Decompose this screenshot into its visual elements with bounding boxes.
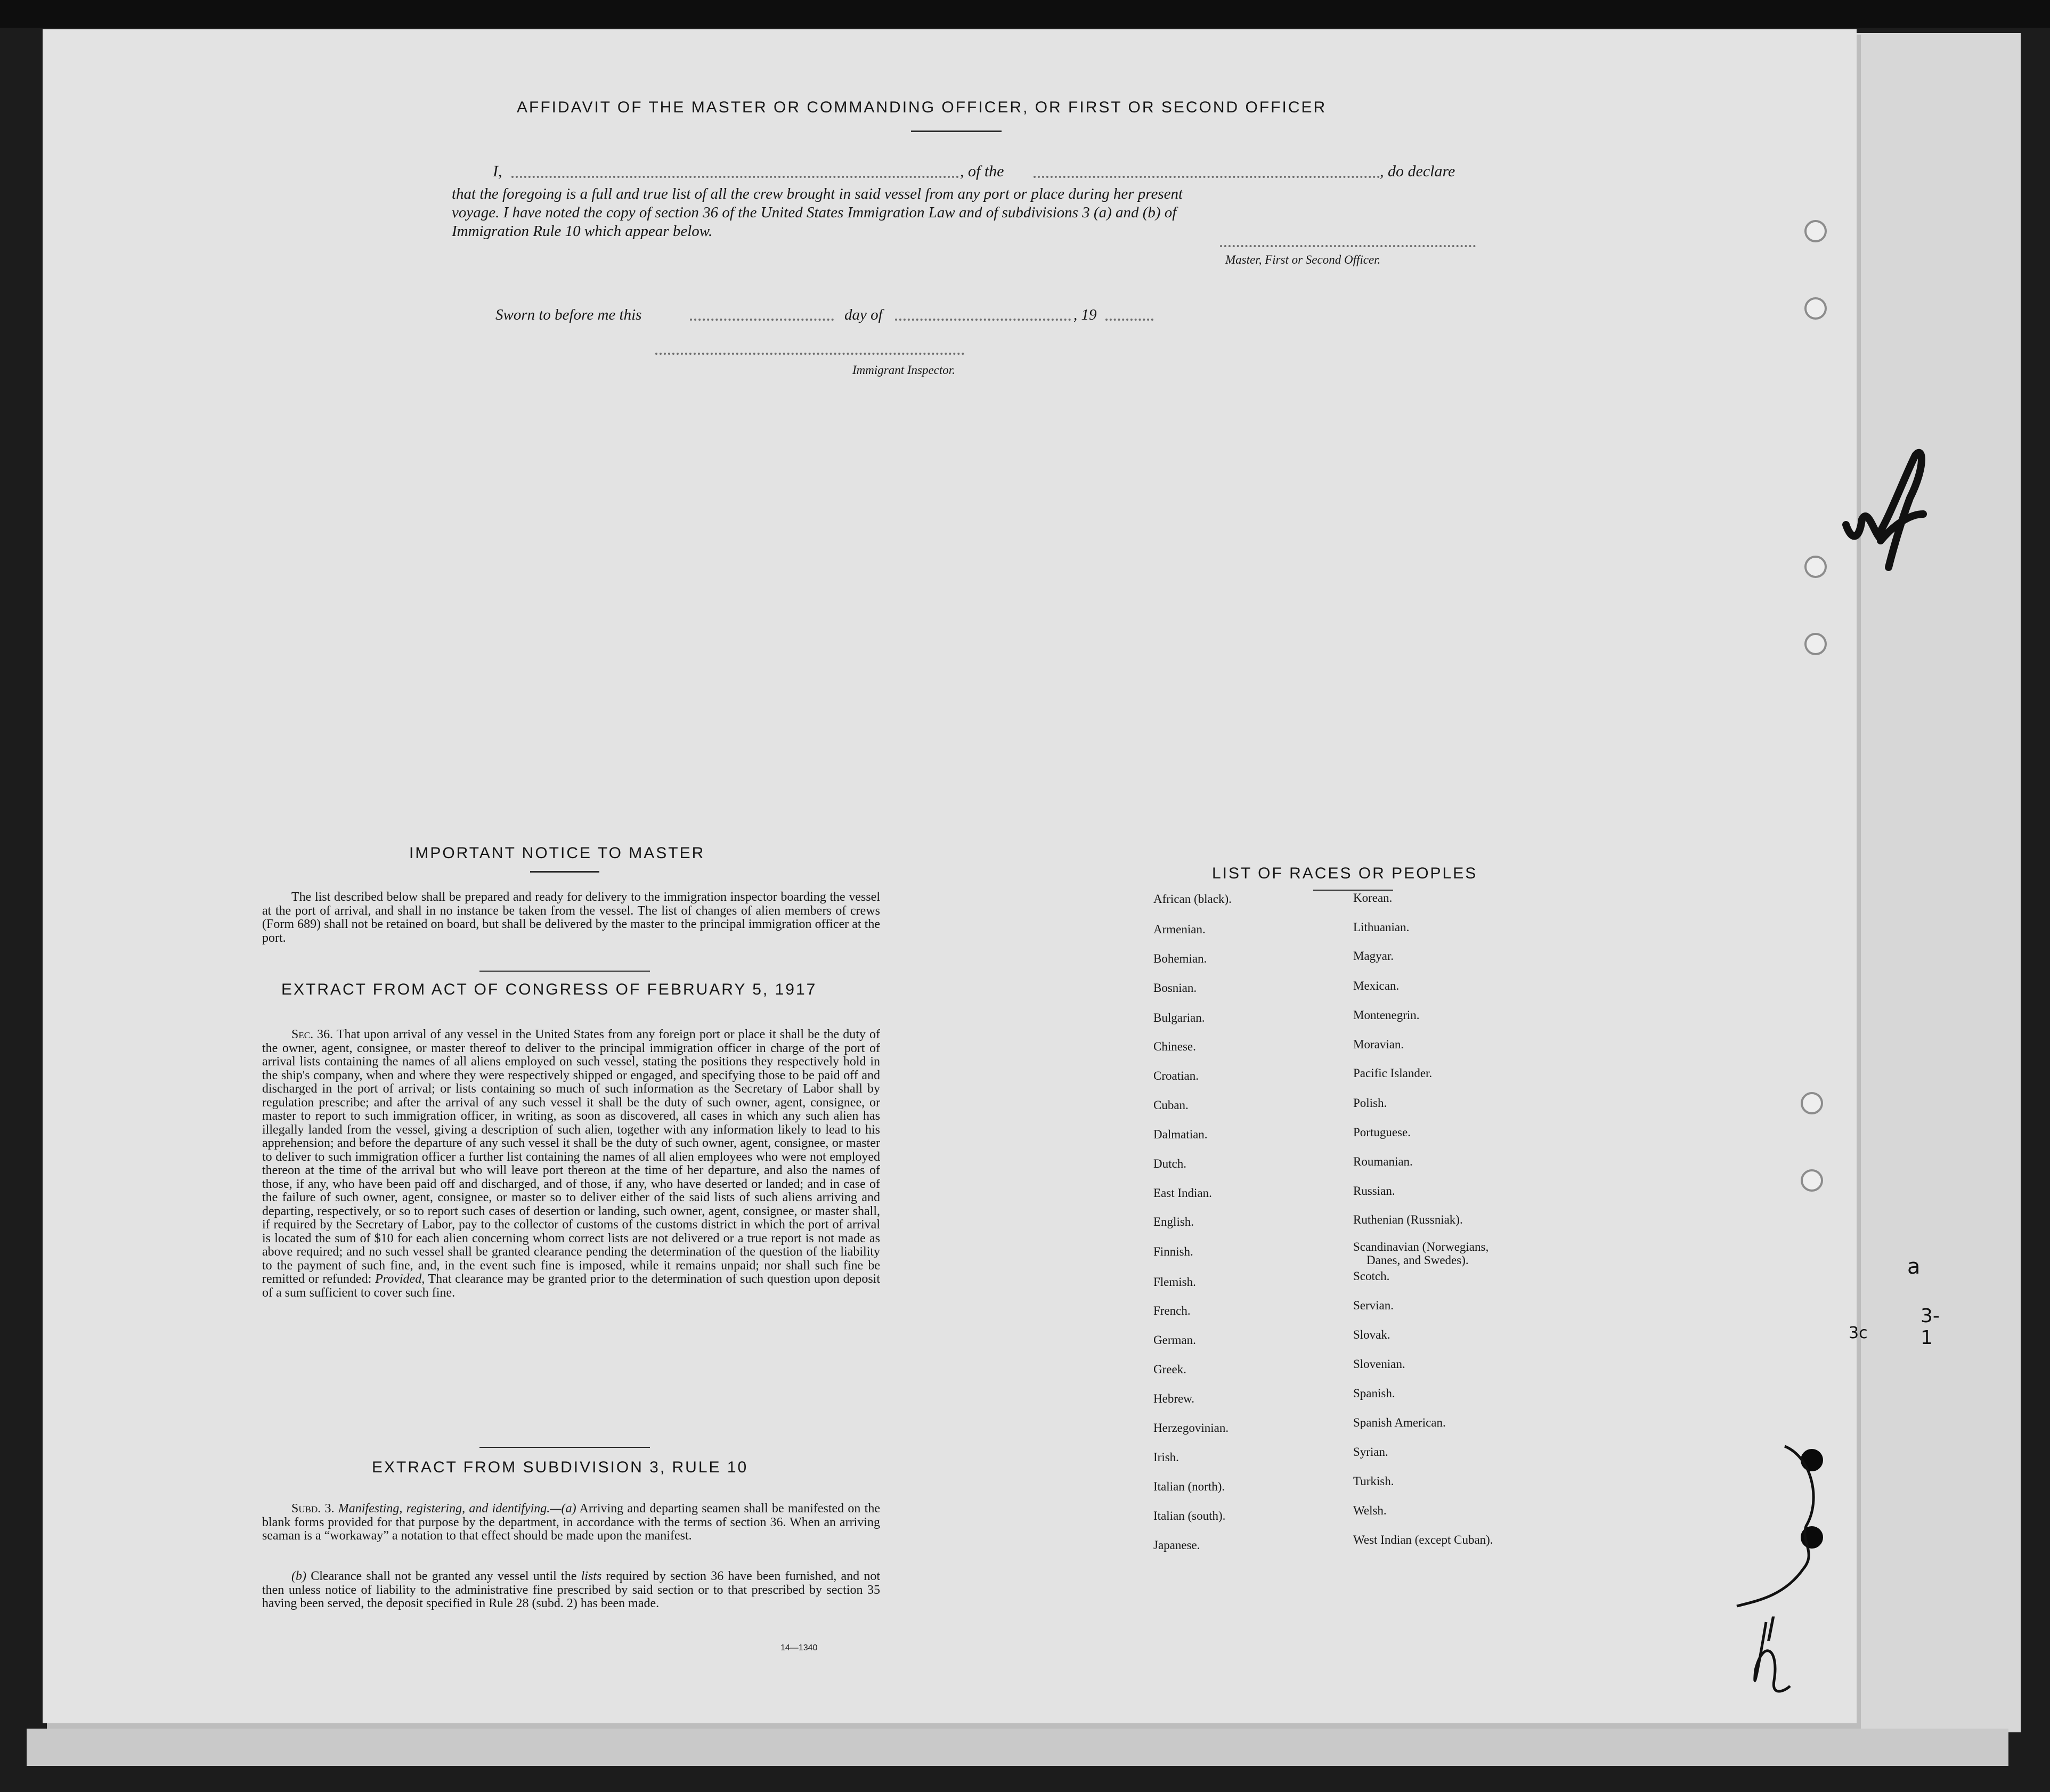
notice-body: The list described below shall be prepared and ready for delivery to the immigration inspector boarding the vessel at the port of arrival, and shall in no instance be taken from the vessel. The list of changes of alien members of crews (Form 689) shall not be retained on board, but shall be delivered by the master to the principal immigration officer at the port. xyxy=(262,890,880,945)
inspector-label: Immigrant Inspector. xyxy=(852,363,955,377)
race-item: Scotch. xyxy=(1353,1269,1390,1283)
race-item: Spanish. xyxy=(1353,1387,1395,1400)
binder-hole xyxy=(1801,1169,1823,1192)
race-item: Italian (south). xyxy=(1153,1509,1226,1522)
inspector-signature-blank[interactable] xyxy=(655,353,964,355)
underlying-page-bottom xyxy=(27,1729,2008,1766)
race-item: French. xyxy=(1153,1304,1191,1317)
race-item: Slovak. xyxy=(1353,1328,1390,1341)
race-item: Dutch. xyxy=(1153,1157,1186,1170)
form-number: 14—1340 xyxy=(780,1643,818,1652)
race-item: Pacific Islander. xyxy=(1353,1066,1433,1080)
race-item: Scandinavian (Norwegians, xyxy=(1353,1240,1489,1253)
affidavit-of-the: , of the xyxy=(960,162,1004,180)
sworn-month-blank[interactable] xyxy=(895,319,1071,321)
binder-hole xyxy=(1804,297,1827,320)
race-item: Croatian. xyxy=(1153,1069,1199,1082)
race-item: East Indian. xyxy=(1153,1186,1212,1200)
race-item: Welsh. xyxy=(1353,1504,1387,1517)
sworn-prefix: Sworn to before me this xyxy=(495,306,642,323)
race-item: Ruthenian (Russniak). xyxy=(1353,1213,1463,1226)
notice-title-rule xyxy=(530,871,599,873)
signature-blank[interactable] xyxy=(1220,245,1476,247)
binder-hole xyxy=(1801,1092,1823,1114)
race-item: West Indian (except Cuban). xyxy=(1353,1533,1493,1546)
race-item: Slovenian. xyxy=(1353,1357,1405,1371)
race-item: Chinese. xyxy=(1153,1040,1196,1053)
notice-divider xyxy=(479,971,650,972)
race-item: Montenegrin. xyxy=(1353,1008,1420,1022)
handwritten-scribble xyxy=(1830,434,1974,583)
affidavit-body xyxy=(452,185,1496,241)
races-title-rule xyxy=(1313,890,1393,891)
race-item: Mexican. xyxy=(1353,979,1400,992)
race-item: Greek. xyxy=(1153,1363,1186,1376)
proviso-label: Provided, xyxy=(375,1272,425,1286)
scan-border xyxy=(0,0,2050,28)
race-item: Italian (north). xyxy=(1153,1480,1225,1493)
races-title: LIST OF RACES OR PEOPLES xyxy=(1212,865,1478,882)
race-item: Spanish American. xyxy=(1353,1416,1446,1429)
affidavit-I: I, xyxy=(493,162,502,180)
race-item: Lithuanian. xyxy=(1353,921,1410,934)
binder-hole xyxy=(1804,556,1827,578)
affidavit-body-line-3: Immigration Rule 10 which appear below. xyxy=(452,223,713,240)
binder-hole xyxy=(1804,633,1827,655)
subd-3-b xyxy=(262,1570,880,1611)
notice-title: IMPORTANT NOTICE TO MASTER xyxy=(409,844,705,862)
race-item: Moravian. xyxy=(1353,1038,1404,1051)
subd-b-lists: lists xyxy=(581,1569,602,1583)
margin-mark-l: l xyxy=(1766,1611,1775,1649)
subd-a-text: Arriving and departing seamen shall be manifested on the blank forms provided for that purpose by the department, in accordance with the terms of section 36. When an arriving seaman is a “workaway” a notation to that effect should be made upon the manifest. xyxy=(262,1502,881,1543)
subd-b-text-2: required by section 36 have been furnished, and not then unless notice of liability to the administrative fine prescribed by said section or to that prescribed by section 35 having been served, the deposit specified in Rule 28 (subd. 2) has been made. xyxy=(262,1569,881,1610)
sworn-day-of: day of xyxy=(844,306,883,323)
race-item: Servian. xyxy=(1353,1299,1394,1312)
name-blank[interactable] xyxy=(511,176,959,178)
race-item: German. xyxy=(1153,1333,1196,1347)
extract-act-body xyxy=(262,1028,880,1300)
race-item: Syrian. xyxy=(1353,1445,1388,1459)
sworn-year: , 19 xyxy=(1073,306,1097,323)
margin-mark-3c: 3c xyxy=(1849,1324,1868,1342)
race-item: Dalmatian. xyxy=(1153,1128,1208,1141)
race-item: Bohemian. xyxy=(1153,952,1207,965)
race-item: Flemish. xyxy=(1153,1275,1196,1289)
race-item: Finnish. xyxy=(1153,1245,1193,1258)
race-item: Japanese. xyxy=(1153,1538,1200,1552)
margin-mark-3-1: 3-1 xyxy=(1921,1305,1940,1349)
section-36-text: That upon arrival of any vessel in the United States from any foreign port or place it shall be the duty of the owner, agent, consignee, or master thereof to deliver to the principal immigration officer in charge of the port of arrival lists containing the names of all aliens employed on such vessel, stating the positions they respectively hold in the ship's company, when and where they were respectively shipped or engaged, and specifying those to be paid off and discharged in the port of arrival; or lists containing so much of such information as the Secretary of Labor shall by regulation prescribe; and after the arrival of any such vessel it shall be the duty of such owner, agent, consignee, or master to report to such immigration officer, in writing, as soon as discovered, all cases in which any such alien has illegally landed from the vessel, giving a description of such alien, together with any information likely to lead to his apprehension; and before the departure of any such vessel it shall be the duty of such owner, agent, consignee, or master to deliver to such immigration officer a further list containing the names of all alien employees who were not employed thereon at the time of the arrival but who will leave port thereon at the time of her departure, and also the names of those, if any, who have been paid off and discharged, and of those, if any, who have deserted or landed; and in case of the failure of such owner, agent, consignee, or master so to deliver either of the said lists of such aliens arriving and departing, respectively, or so to report such cases of desertion or landing, such owner, agent, consignee, or master shall, if required by the Secretary of Labor, pay to the collector of customs of the customs district in which the port of arrival is located the sum of $10 for each alien concerning whom correct lists are not delivered or a true report is not made as above required; and no such vessel shall be granted clearance pending the determination of the question of the liability to the payment of such fine, and, in the event such fine is imposed, while it remains unpaid; nor shall such fine be remitted or refunded: xyxy=(262,1028,880,1286)
race-item: Portuguese. xyxy=(1353,1126,1411,1139)
extract-act-title: EXTRACT FROM ACT OF CONGRESS OF FEBRUARY 5, 1917 xyxy=(281,981,817,998)
race-item: Polish. xyxy=(1353,1096,1387,1110)
race-item: Armenian. xyxy=(1153,923,1206,936)
section-label: Sec. 36. xyxy=(291,1028,333,1041)
affidavit-do-declare: , do declare xyxy=(1380,162,1455,180)
vessel-blank[interactable] xyxy=(1034,176,1380,178)
race-item: Bulgarian. xyxy=(1153,1011,1205,1024)
subd-heading: Manifesting, registering, and identifying. xyxy=(338,1502,550,1516)
subd-b-label: (b) xyxy=(291,1569,306,1583)
document-page xyxy=(43,29,1940,1723)
race-item: Bosnian. xyxy=(1153,981,1197,995)
proviso-text: That clearance may be granted prior to the determination of such question upon deposit of a sum sufficient to cover such fine. xyxy=(262,1272,881,1300)
race-item: Magyar. xyxy=(1353,949,1394,963)
affidavit-title: AFFIDAVIT OF THE MASTER OR COMMANDING OFFICER, OR FIRST OR SECOND OFFICER xyxy=(517,99,1327,116)
affidavit-title-rule xyxy=(911,131,1002,132)
handwritten-bracket xyxy=(1715,1436,1875,1702)
race-item: Russian. xyxy=(1353,1184,1395,1198)
sworn-day-blank[interactable] xyxy=(690,319,834,321)
race-item: African (black). xyxy=(1153,892,1232,906)
race-item: Cuban. xyxy=(1153,1098,1189,1112)
affidavit-body-line-2: voyage. I have noted the copy of section 36 of the United States Immigration Law and of subdivisions 3 (a) and (b) of xyxy=(452,204,1177,221)
signature-label: Master, First or Second Officer. xyxy=(1225,253,1381,266)
sworn-year-blank[interactable] xyxy=(1105,319,1153,321)
race-item: Danes, and Swedes). xyxy=(1366,1253,1469,1267)
extract-act-divider xyxy=(479,1447,650,1448)
race-item: Herzegovinian. xyxy=(1153,1421,1229,1435)
margin-mark-a: a xyxy=(1907,1255,1921,1279)
race-item: Irish. xyxy=(1153,1451,1179,1464)
subd-3-a xyxy=(262,1502,880,1543)
affidavit-body-line-1: that the foregoing is a full and true list of all the crew brought in said vessel from any port or place during her present xyxy=(452,185,1183,202)
race-item: Hebrew. xyxy=(1153,1392,1195,1405)
race-item: Roumanian. xyxy=(1353,1155,1413,1168)
race-item: English. xyxy=(1153,1215,1194,1228)
extract-rule-title: EXTRACT FROM SUBDIVISION 3, RULE 10 xyxy=(372,1459,749,1476)
binder-hole xyxy=(1804,220,1827,242)
subd-a-label: —(a) xyxy=(550,1502,576,1516)
subd-b-text-1: Clearance shall not be granted any vessel until the xyxy=(311,1569,577,1583)
race-item: Korean. xyxy=(1353,891,1393,905)
race-item: Turkish. xyxy=(1353,1475,1394,1488)
subd-label: Subd. 3. xyxy=(291,1502,335,1516)
